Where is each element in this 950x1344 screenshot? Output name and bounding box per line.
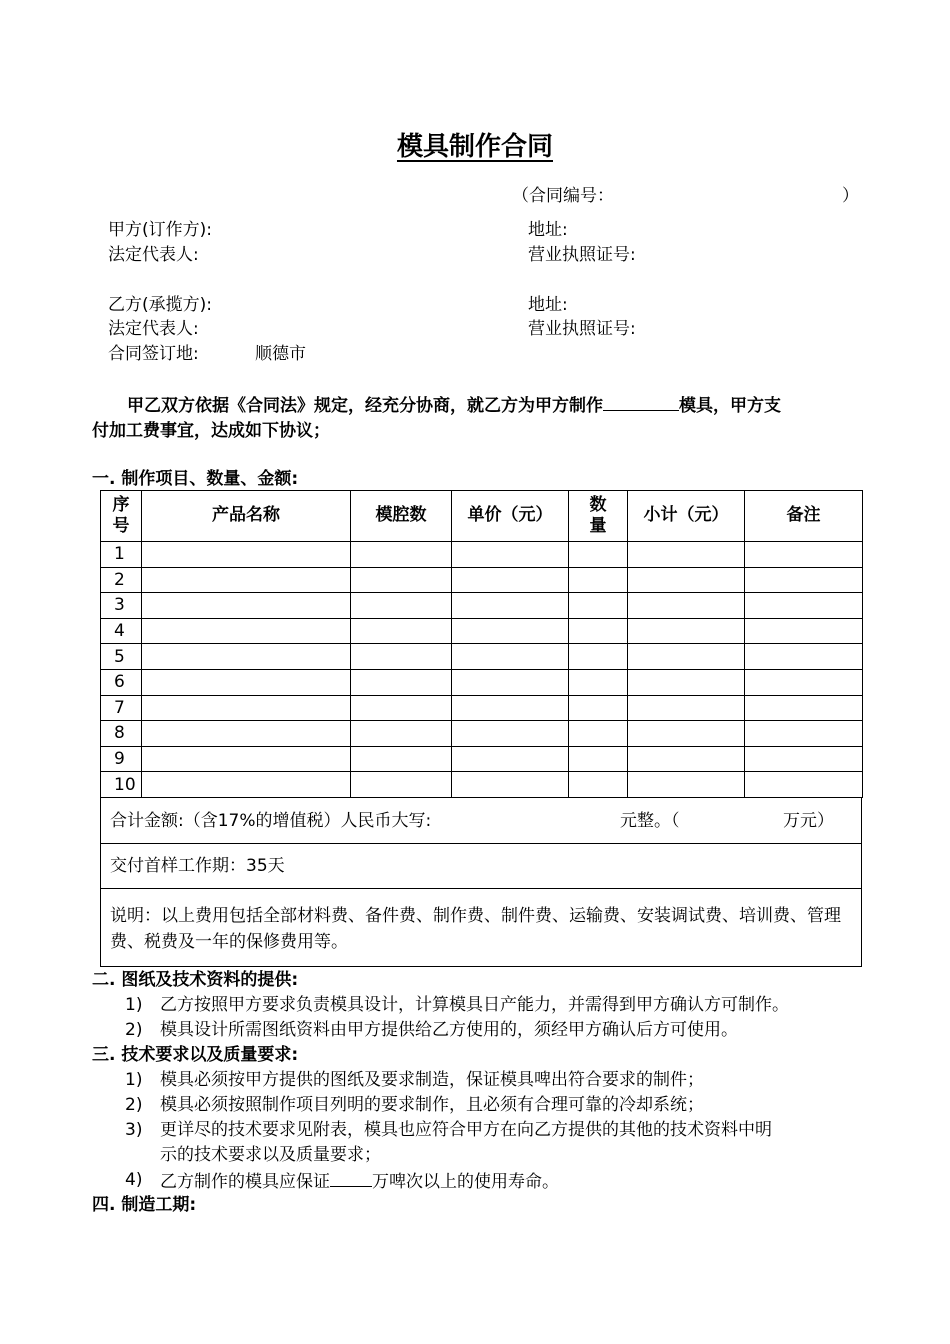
party-b-name-label: 乙方(承揽方):: [108, 295, 212, 315]
sign-place-label: 合同签订地:: [108, 344, 199, 364]
remarks-cell[interactable]: [745, 567, 863, 593]
table-row: [101, 695, 863, 721]
unit-price-cell[interactable]: [452, 644, 569, 670]
product-cell[interactable]: [142, 593, 351, 619]
fee-note: 说明：以上费用包括全部材料费、备件费、制作费、制件费、运输费、安装调试费、培训费、管理费、税费及一年的保修费用等。: [110, 906, 841, 952]
table-row: [101, 542, 863, 568]
product-cell[interactable]: [142, 721, 351, 747]
subtotal-cell[interactable]: [628, 618, 745, 644]
header-unit-price: 单价（元）: [452, 491, 569, 542]
unit-price-cell[interactable]: [452, 567, 569, 593]
qty-cell[interactable]: [569, 618, 628, 644]
qty-cell[interactable]: [569, 746, 628, 772]
subtotal-cell[interactable]: [628, 567, 745, 593]
unit-price-cell[interactable]: [452, 669, 569, 695]
section-2-item-num: 2): [125, 1020, 143, 1040]
header-remarks: 备注: [745, 491, 863, 542]
section-3-item-text: 更详尽的技术要求见附表，模具也应符合甲方在向乙方提供的其他的技术资料中明: [160, 1120, 772, 1140]
table-row: [101, 567, 863, 593]
section-2-item-text: 乙方按照甲方要求负责模具设计，计算模具日产能力，并需得到甲方确认方可制作。: [160, 995, 789, 1015]
cavity-cell[interactable]: [351, 695, 452, 721]
row-number: 5: [101, 644, 142, 670]
remarks-cell[interactable]: [745, 772, 863, 798]
section-3-item-text-cont: 示的技术要求以及质量要求；: [160, 1145, 381, 1165]
subtotal-cell[interactable]: [628, 695, 745, 721]
items-table: [100, 490, 863, 798]
section-3-heading: 三. 技术要求以及质量要求:: [92, 1045, 299, 1065]
subtotal-cell[interactable]: [628, 542, 745, 568]
unit-price-cell[interactable]: [452, 618, 569, 644]
qty-cell[interactable]: [569, 695, 628, 721]
intro-text-1: 甲乙双方依据《合同法》规定，经充分协商，就乙方为甲方制作: [127, 396, 603, 416]
remarks-cell[interactable]: [745, 618, 863, 644]
header-subtotal: 小计（元）: [628, 491, 745, 542]
party-a-address-label: 地址:: [528, 220, 568, 240]
header-qty: 数量: [569, 491, 628, 542]
intro-line-2: 付加工费事宜，达成如下协议；: [92, 421, 330, 441]
section-4-heading: 四. 制造工期:: [92, 1195, 197, 1215]
remarks-cell[interactable]: [745, 542, 863, 568]
section-2-item-num: 1): [125, 995, 143, 1015]
unit-price-cell[interactable]: [452, 593, 569, 619]
party-b-address-label: 地址:: [528, 295, 568, 315]
remarks-cell[interactable]: [745, 669, 863, 695]
subtotal-cell[interactable]: [628, 644, 745, 670]
product-cell[interactable]: [142, 542, 351, 568]
remarks-cell[interactable]: [745, 593, 863, 619]
party-b-rep-label: 法定代表人:: [108, 319, 199, 339]
qty-cell[interactable]: [569, 593, 628, 619]
delivery-box: [100, 844, 862, 889]
page-title: 模具制作合同: [396, 132, 553, 162]
table-row: [101, 618, 863, 644]
table-header-row: [101, 491, 863, 542]
mold-name-blank: [603, 396, 679, 411]
cavity-cell[interactable]: [351, 721, 452, 747]
total-wan-label: 万元）: [783, 811, 834, 831]
unit-price-cell[interactable]: [452, 746, 569, 772]
cavity-cell[interactable]: [351, 669, 452, 695]
remarks-cell[interactable]: [745, 721, 863, 747]
section-3-item-num: 1): [125, 1070, 143, 1090]
delivery-period: 交付首样工作期：35天: [110, 856, 285, 876]
subtotal-cell[interactable]: [628, 721, 745, 747]
section-2-heading: 二. 图纸及技术资料的提供:: [92, 970, 299, 990]
section-1-heading: 一. 制作项目、数量、金额:: [92, 469, 299, 489]
section-3-item-num: 3): [125, 1120, 143, 1140]
product-cell[interactable]: [142, 669, 351, 695]
header-seq: 序号: [101, 491, 142, 542]
row-number: 4: [101, 618, 142, 644]
intro-line-1: [127, 396, 781, 415]
product-cell[interactable]: [142, 567, 351, 593]
remarks-cell[interactable]: [745, 644, 863, 670]
section-3-item-num: 4): [125, 1170, 143, 1190]
subtotal-cell[interactable]: [628, 669, 745, 695]
lifespan-blank: [330, 1172, 372, 1187]
row-number: 8: [101, 721, 142, 747]
total-amount-label: 合计金额:（含17%的增值税）人民币大写:: [110, 811, 432, 831]
sign-place-value: 顺德市: [255, 344, 306, 364]
remarks-cell[interactable]: [745, 695, 863, 721]
note-box: [100, 889, 862, 967]
row-number: 2: [101, 567, 142, 593]
lifespan-text-1: 乙方制作的模具应保证: [160, 1172, 330, 1192]
table-row: [101, 746, 863, 772]
contract-number-close: ）: [842, 186, 859, 206]
cavity-cell[interactable]: [351, 542, 452, 568]
table-row: [101, 772, 863, 798]
product-cell[interactable]: [142, 695, 351, 721]
table-row: [101, 721, 863, 747]
subtotal-cell[interactable]: [628, 772, 745, 798]
qty-cell[interactable]: [569, 721, 628, 747]
row-number: 1: [101, 542, 142, 568]
party-a-name-label: 甲方(订作方):: [108, 220, 212, 240]
unit-price-cell[interactable]: [452, 542, 569, 568]
table-row: [101, 593, 863, 619]
row-number: 10: [101, 772, 142, 798]
qty-cell[interactable]: [569, 542, 628, 568]
cavity-cell[interactable]: [351, 772, 452, 798]
cavity-cell[interactable]: [351, 644, 452, 670]
subtotal-cell[interactable]: [628, 593, 745, 619]
party-b-license-label: 营业执照证号:: [528, 319, 636, 339]
section-3-item-num: 2): [125, 1095, 143, 1115]
product-cell[interactable]: [142, 644, 351, 670]
section-3-item-text: 模具必须按甲方提供的图纸及要求制造，保证模具啤出符合要求的制件；: [160, 1070, 704, 1090]
product-cell[interactable]: [142, 618, 351, 644]
total-yuan-label: 元整。（: [620, 811, 680, 831]
product-cell[interactable]: [142, 772, 351, 798]
section-3-item-text: 模具必须按照制作项目列明的要求制作，且必须有合理可靠的冷却系统；: [160, 1095, 704, 1115]
remarks-cell[interactable]: [745, 746, 863, 772]
row-number: 7: [101, 695, 142, 721]
lifespan-text-2: 万啤次以上的使用寿命。: [372, 1172, 559, 1192]
table-row: [101, 669, 863, 695]
section-3-item-text: [160, 1172, 559, 1191]
cavity-cell[interactable]: [351, 618, 452, 644]
product-cell[interactable]: [142, 746, 351, 772]
qty-cell[interactable]: [569, 669, 628, 695]
row-number: 6: [101, 669, 142, 695]
table-row: [101, 644, 863, 670]
qty-cell[interactable]: [569, 772, 628, 798]
qty-cell[interactable]: [569, 644, 628, 670]
qty-cell[interactable]: [569, 567, 628, 593]
party-a-rep-label: 法定代表人:: [108, 245, 199, 265]
row-number: 3: [101, 593, 142, 619]
row-number: 9: [101, 746, 142, 772]
contract-number-label: （合同编号：: [512, 186, 614, 206]
unit-price-cell[interactable]: [452, 721, 569, 747]
cavity-cell[interactable]: [351, 746, 452, 772]
header-cavity: 模腔数: [351, 491, 452, 542]
section-2-item-text: 模具设计所需图纸资料由甲方提供给乙方使用的，须经甲方确认后方可使用。: [160, 1020, 738, 1040]
unit-price-cell[interactable]: [452, 695, 569, 721]
unit-price-cell[interactable]: [452, 772, 569, 798]
intro-text-2: 模具，甲方支: [679, 396, 781, 416]
party-a-license-label: 营业执照证号:: [528, 245, 636, 265]
subtotal-cell[interactable]: [628, 746, 745, 772]
total-amount-box: [100, 798, 862, 844]
header-product: 产品名称: [142, 491, 351, 542]
cavity-cell[interactable]: [351, 593, 452, 619]
cavity-cell[interactable]: [351, 567, 452, 593]
